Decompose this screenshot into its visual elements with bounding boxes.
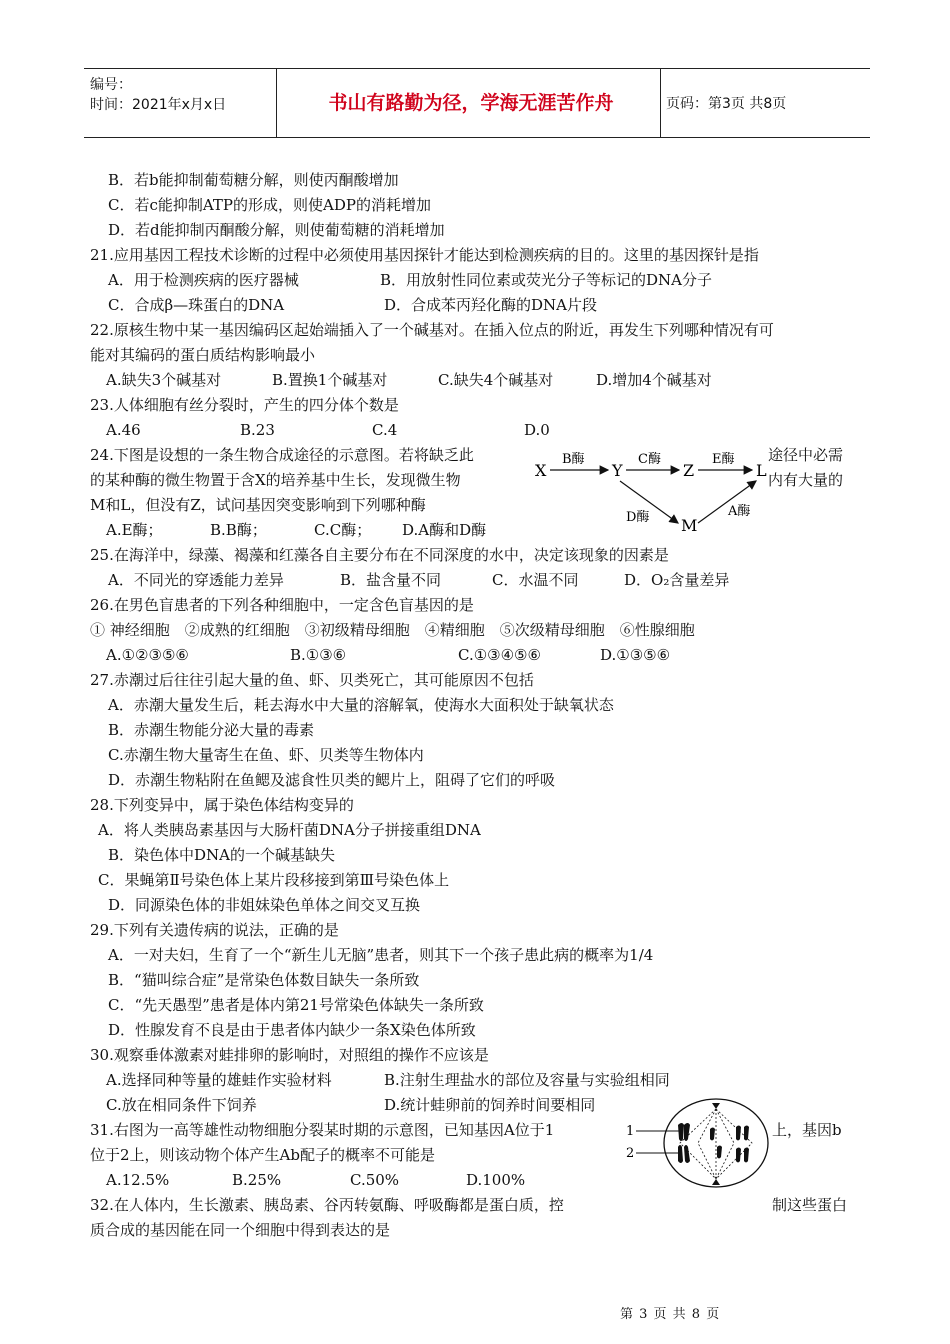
option: C.①③④⑤⑥ bbox=[458, 646, 541, 664]
text-line: B．若b能抑制葡萄糖分解，则使丙酮酸增加 bbox=[108, 171, 399, 189]
option: B.注射生理盐水的部位及容量与实验组相同 bbox=[384, 1071, 670, 1089]
option: A．用于检测疾病的医疗器械 bbox=[108, 271, 299, 289]
header-info bbox=[90, 75, 226, 115]
option: D．合成苯丙羟化酶的DNA片段 bbox=[384, 296, 598, 314]
option: D.A酶和D酶 bbox=[402, 521, 487, 539]
option: A.缺失3个碱基对 bbox=[106, 371, 222, 389]
text-line: 能对其编码的蛋白质结构影响最小 bbox=[90, 346, 316, 364]
option: B．用放射性同位素或荧光分子等标记的DNA分子 bbox=[380, 271, 713, 289]
option: D．O₂含量差异 bbox=[624, 571, 730, 589]
text-line: 的某种酶的微生物置于含X的培养基中生长，发现微生物 bbox=[90, 471, 461, 489]
option: C.放在相同条件下饲养 bbox=[106, 1096, 257, 1114]
question-23: 23.人体细胞有丝分裂时，产生的四分体个数是 bbox=[90, 396, 399, 414]
centriole-bottom-icon bbox=[712, 1179, 720, 1185]
header-divider bbox=[660, 69, 661, 137]
option: C.赤潮生物大量寄生在鱼、虾、贝类等生物体内 bbox=[108, 746, 424, 764]
text-line: 位于2上，则该动物个体产生Ab配子的概率不可能是 bbox=[90, 1146, 435, 1164]
text-line: 内有大量的 bbox=[768, 471, 844, 489]
option: A.①②③⑤⑥ bbox=[106, 646, 189, 664]
question-28: 28.下列变异中，属于染色体结构变异的 bbox=[90, 796, 354, 814]
question-24: 24.下图是设想的一条生物合成途径的示意图。若将缺乏此 bbox=[90, 446, 474, 464]
option: D．性腺发育不良是由于患者体内缺少一条X染色体所致 bbox=[108, 1021, 476, 1039]
text-line: M和L，但没有Z，试问基因突变影响到下列哪种酶 bbox=[90, 496, 426, 514]
option: A.46 bbox=[106, 421, 141, 439]
question-32: 32.在人体内，生长激素、胰岛素、谷丙转氨酶、呼吸酶都是蛋白质，控 bbox=[90, 1196, 564, 1214]
option: C.缺失4个碱基对 bbox=[438, 371, 554, 389]
text-line: D．若d能抑制丙酮酸分解，则使葡萄糖的消耗增加 bbox=[108, 221, 445, 239]
option: B.置换1个碱基对 bbox=[272, 371, 388, 389]
option: D.0 bbox=[524, 421, 550, 439]
option: D．赤潮生物粘附在鱼鳃及滤食性贝类的鳃片上，阻碍了它们的呼吸 bbox=[108, 771, 556, 789]
time-label: 时间：2021年x月x日 bbox=[90, 97, 227, 113]
text-line: ① 神经细胞 ②成熟的红细胞 ③初级精母细胞 ④精细胞 ⑤次级精母细胞 ⑥性腺细胞 bbox=[90, 621, 695, 639]
header-divider bbox=[276, 69, 277, 137]
question-31: 31.右图为一高等雄性动物细胞分裂某时期的示意图，已知基因A位于1 bbox=[90, 1121, 555, 1139]
option: C．“先天愚型”患者是体内第21号常染色体缺失一条所致 bbox=[108, 996, 484, 1014]
enzyme-d-label: D酶 bbox=[626, 510, 650, 525]
question-29: 29.下列有关遗传病的说法，正确的是 bbox=[90, 921, 339, 939]
option: A．赤潮大量发生后，耗去海水中大量的溶解氧，使海水大面积处于缺氧状态 bbox=[108, 696, 614, 714]
option: B.25% bbox=[232, 1171, 282, 1189]
chromosome-icons bbox=[678, 1123, 749, 1163]
option: D.100% bbox=[466, 1171, 526, 1189]
question-22: 22.原核生物中某一基因编码区起始端插入了一个碱基对。在插入位点的附近，再发生下列哪种情况有可 bbox=[90, 321, 774, 339]
enzyme-e-label: E酶 bbox=[712, 452, 735, 467]
node-x: X bbox=[535, 461, 547, 480]
question-26: 26.在男色盲患者的下列各种细胞中，一定含色盲基因的是 bbox=[90, 596, 474, 614]
centriole-top-icon bbox=[712, 1103, 720, 1109]
label-2: 2 bbox=[626, 1146, 635, 1161]
page-footer: 第 3 页 共 8 页 bbox=[620, 1307, 721, 1322]
option: C．合成β—珠蛋白的DNA bbox=[108, 296, 285, 314]
option: B．“猫叫综合症”是常染色体数目缺失一条所致 bbox=[108, 971, 420, 989]
option: A．一对夫妇，生育了一个“新生儿无脑”患者，则其下一个孩子患此病的概率为1/4 bbox=[108, 946, 654, 964]
page-label: 页码：第3页 共8页 bbox=[666, 96, 787, 112]
option: D.统计蛙卵前的饲养时间要相同 bbox=[384, 1096, 596, 1114]
option: C.4 bbox=[372, 421, 398, 439]
option: A.选择同种等量的雄蛙作实验材料 bbox=[106, 1071, 332, 1089]
option: A.12.5% bbox=[106, 1171, 170, 1189]
text-line: 途径中必需 bbox=[768, 446, 844, 464]
option: C.50% bbox=[350, 1171, 400, 1189]
question-30: 30.观察垂体激素对蛙排卵的影响时，对照组的操作不应该是 bbox=[90, 1046, 489, 1064]
option: B．盐含量不同 bbox=[340, 571, 442, 589]
spindle-fibers bbox=[680, 1109, 752, 1179]
pathway-diagram bbox=[530, 445, 770, 540]
text-line: 制这些蛋白 bbox=[772, 1196, 848, 1214]
option: D.增加4个碱基对 bbox=[596, 371, 712, 389]
text-line: 上，基因b bbox=[772, 1121, 842, 1139]
option: D.①③⑤⑥ bbox=[600, 646, 671, 664]
option: C.C酶； bbox=[314, 521, 372, 539]
text-line: C．若c能抑制ATP的形成，则使ADP的消耗增加 bbox=[108, 196, 431, 214]
option: C．水温不同 bbox=[492, 571, 579, 589]
page-header bbox=[84, 68, 870, 138]
option: B．染色体中DNA的一个碱基缺失 bbox=[108, 846, 336, 864]
node-y: Y bbox=[612, 461, 623, 480]
option: A．将人类胰岛素基因与大肠杆菌DNA分子拼接重组DNA bbox=[98, 821, 481, 839]
text-line: 质合成的基因能在同一个细胞中得到表达的是 bbox=[90, 1221, 391, 1239]
node-z: Z bbox=[683, 461, 695, 480]
option: B.23 bbox=[240, 421, 275, 439]
option: A．不同光的穿透能力差异 bbox=[108, 571, 284, 589]
question-27: 27.赤潮过后往往引起大量的鱼、虾、贝类死亡，其可能原因不包括 bbox=[90, 671, 534, 689]
node-m: M bbox=[681, 516, 698, 535]
number-label: 编号： bbox=[90, 77, 132, 93]
motto: 书山有路勤为径，学海无涯苦作舟 bbox=[328, 92, 614, 114]
enzyme-c-label: C酶 bbox=[638, 452, 661, 467]
option: B.B酶； bbox=[210, 521, 267, 539]
option: B．赤潮生物能分泌大量的毒素 bbox=[108, 721, 315, 739]
option: B.①③⑥ bbox=[290, 646, 347, 664]
option: A.E酶； bbox=[106, 521, 163, 539]
label-1: 1 bbox=[626, 1124, 635, 1139]
node-l: L bbox=[756, 461, 767, 480]
question-25: 25.在海洋中，绿藻、褐藻和红藻各自主要分布在不同深度的水中，决定该现象的因素是 bbox=[90, 546, 669, 564]
enzyme-b-label: B酶 bbox=[562, 452, 585, 467]
question-21: 21.应用基因工程技术诊断的过程中必须使用基因探针才能达到检测疾病的目的。这里的基因探针是指 bbox=[90, 246, 759, 264]
option: C．果蝇第Ⅱ号染色体上某片段移接到第Ⅲ号染色体上 bbox=[98, 871, 450, 889]
enzyme-a-label: A酶 bbox=[728, 504, 751, 519]
cell-division-diagram bbox=[620, 1097, 770, 1193]
option: D．同源染色体的非姐妹染色单体之间交叉互换 bbox=[108, 896, 421, 914]
